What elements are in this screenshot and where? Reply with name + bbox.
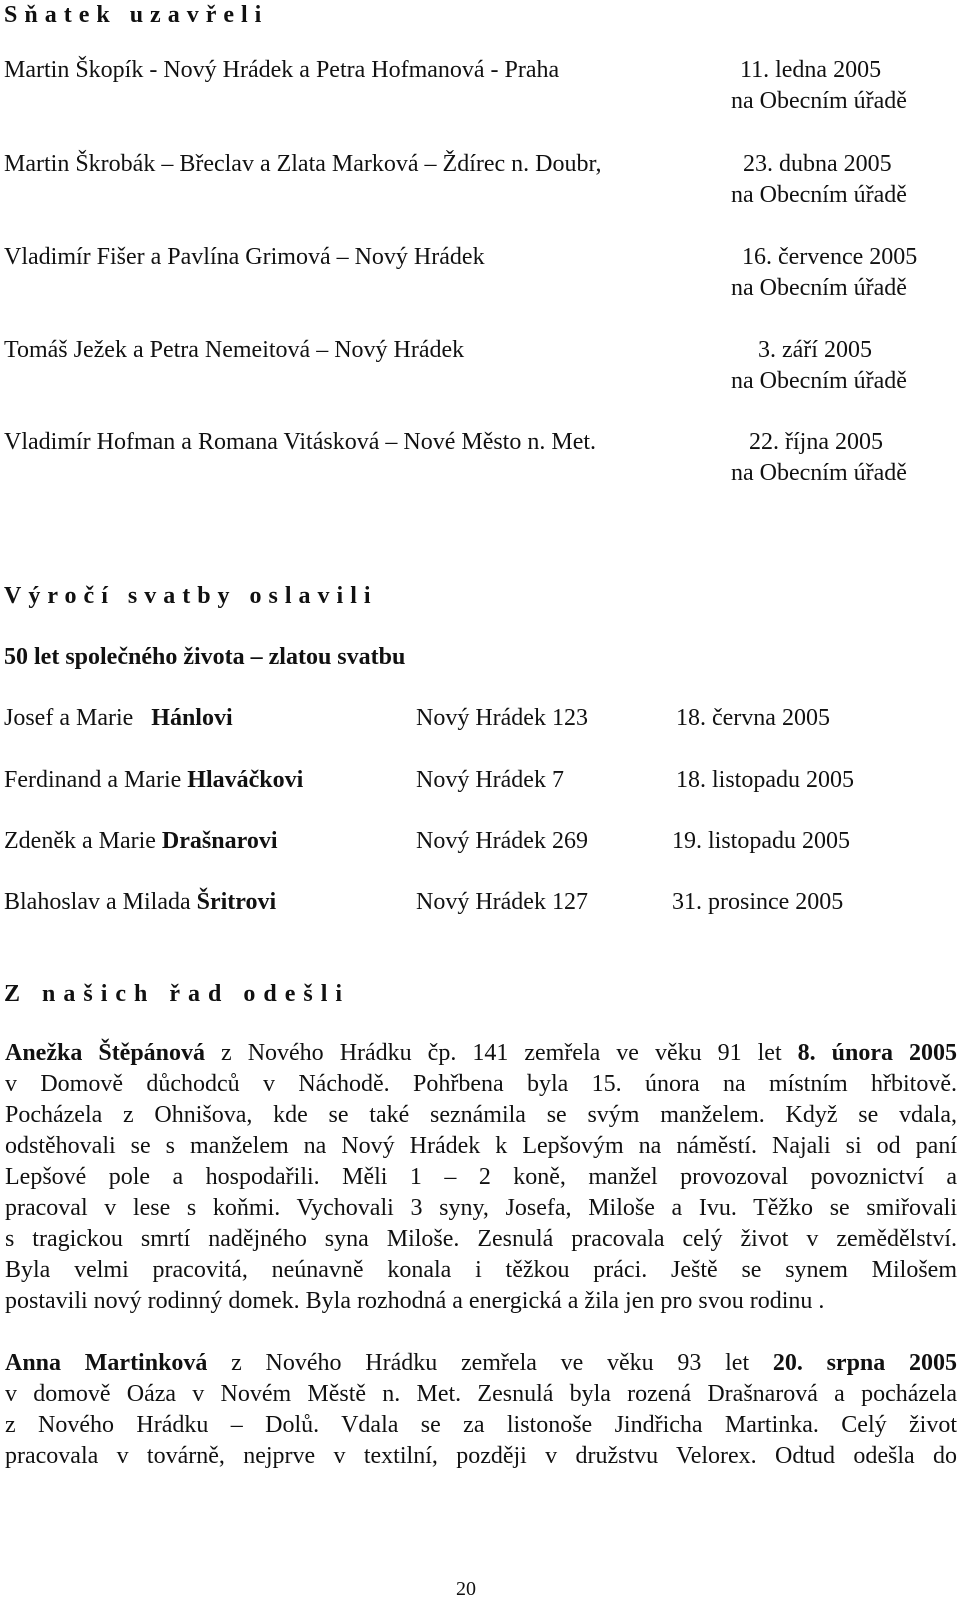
marriage-place: na Obecním úřadě <box>731 368 907 394</box>
obituary-line: pracovala v továrně, nejprve v textilní, později v družstvu Velorex. Odtud odešla do <box>5 1443 957 1469</box>
anniversary-names: Josef a Marie <box>4 705 134 731</box>
marriage-couple: Martin Škrobák – Břeclav a Zlata Marková – Ždírec n. Doubr, <box>4 151 602 177</box>
obituary-line: odstěhovali se s manželem na Nový Hrádek k Lepšovým na náměstí. Najali si od paní <box>5 1133 957 1159</box>
marriages-heading: Sňatek uzavřeli <box>4 2 269 28</box>
marriage-couple: Vladimír Fišer a Pavlína Grimová – Nový Hrádek <box>4 244 485 270</box>
marriage-place: na Obecním úřadě <box>731 275 907 301</box>
anniversary-address: Nový Hrádek 269 <box>416 828 588 854</box>
anniversary-names: Zdeněk a Marie <box>4 828 156 854</box>
anniversary-date: 31. prosince 2005 <box>672 889 844 915</box>
obituary-text: z Nového Hrádku zemřela ve věku 93 let <box>207 1350 773 1376</box>
obituary-text: z Nového Hrádku čp. 141 zemřela ve věku 91 let <box>205 1040 798 1066</box>
marriage-place: na Obecním úřadě <box>731 182 907 208</box>
anniversary-address: Nový Hrádek 7 <box>416 767 564 793</box>
anniversary-address: Nový Hrádek 127 <box>416 889 588 915</box>
anniversary-surname: Hlaváčkovi <box>187 767 304 793</box>
marriage-date: 11. ledna 2005 <box>740 57 882 83</box>
marriage-date: 22. října 2005 <box>749 429 883 455</box>
obituary-line: s tragickou smrtí nadějného syna Miloše. Zesnulá pracovala celý život v zemědělství. <box>5 1226 957 1252</box>
anniversary-address: Nový Hrádek 123 <box>416 705 588 731</box>
page-number: 20 <box>456 1578 476 1600</box>
obituary-line: v domově Oáza v Novém Městě n. Met. Zesnulá byla rozená Drašnarová a pocházela <box>5 1381 957 1407</box>
anniversary-names: Ferdinand a Marie <box>4 767 182 793</box>
anniversary-names: Blahoslav a Milada <box>4 889 191 915</box>
anniversary-surname: Hánlovi <box>151 705 233 731</box>
obituary-line: z Nového Hrádku – Dolů. Vdala se za listonoše Jindřicha Martinka. Celý život <box>5 1412 957 1438</box>
anniversary-surname: Drašnarovi <box>161 828 278 854</box>
obituary-date: 8. února 2005 <box>797 1040 957 1066</box>
obituary-line: postavili nový rodinný domek. Byla rozhodná a energická a žila jen pro svou rodinu . <box>5 1288 825 1314</box>
marriage-couple: Martin Škopík - Nový Hrádek a Petra Hofmanová - Praha <box>4 57 560 83</box>
marriage-couple: Tomáš Ježek a Petra Nemeitová – Nový Hrádek <box>4 337 465 363</box>
marriage-date: 16. července 2005 <box>742 244 918 270</box>
anniversaries-subheading: 50 let společného života – zlatou svatbu <box>4 644 406 670</box>
obituary-name: Anežka Štěpánová <box>5 1040 206 1066</box>
marriage-place: na Obecním úřadě <box>731 460 907 486</box>
obituary-line: Pocházela z Ohnišova, kde se také seznámila se svým manželem. Když se vdala, <box>5 1102 957 1128</box>
marriage-date: 3. září 2005 <box>758 337 872 363</box>
marriage-couple: Vladimír Hofman a Romana Vitásková – Nové Město n. Met. <box>4 429 597 455</box>
deaths-heading: Z našich řad odešli <box>4 981 351 1007</box>
anniversary-surname: Šritrovi <box>196 889 277 915</box>
obituary-line: v Domově důchodců v Náchodě. Pohřbena byla 15. února na místním hřbitově. <box>5 1071 957 1097</box>
obituary-line: pracoval v lese s koňmi. Vychovali 3 syny, Josefa, Miloše a Ivu. Těžko se smiřovali <box>5 1195 957 1221</box>
anniversary-date: 18. listopadu 2005 <box>676 767 854 793</box>
obituary-name: Anna Martinková <box>5 1350 208 1376</box>
obituary-line: Byla velmi pracovitá, neúnavně konala i těžkou práci. Ještě se synem Milošem <box>5 1257 957 1283</box>
anniversaries-heading: Výročí svatby oslavili <box>4 583 378 609</box>
anniversary-date: 18. června 2005 <box>676 705 830 731</box>
marriage-place: na Obecním úřadě <box>731 88 907 114</box>
obituary-line: Lepšové pole a hospodařili. Měli 1 – 2 koně, manžel provozoval povoznictví a <box>5 1164 957 1190</box>
anniversary-date: 19. listopadu 2005 <box>672 828 850 854</box>
marriage-date: 23. dubna 2005 <box>743 151 892 177</box>
obituary-date: 20. srpna 2005 <box>772 1350 958 1376</box>
